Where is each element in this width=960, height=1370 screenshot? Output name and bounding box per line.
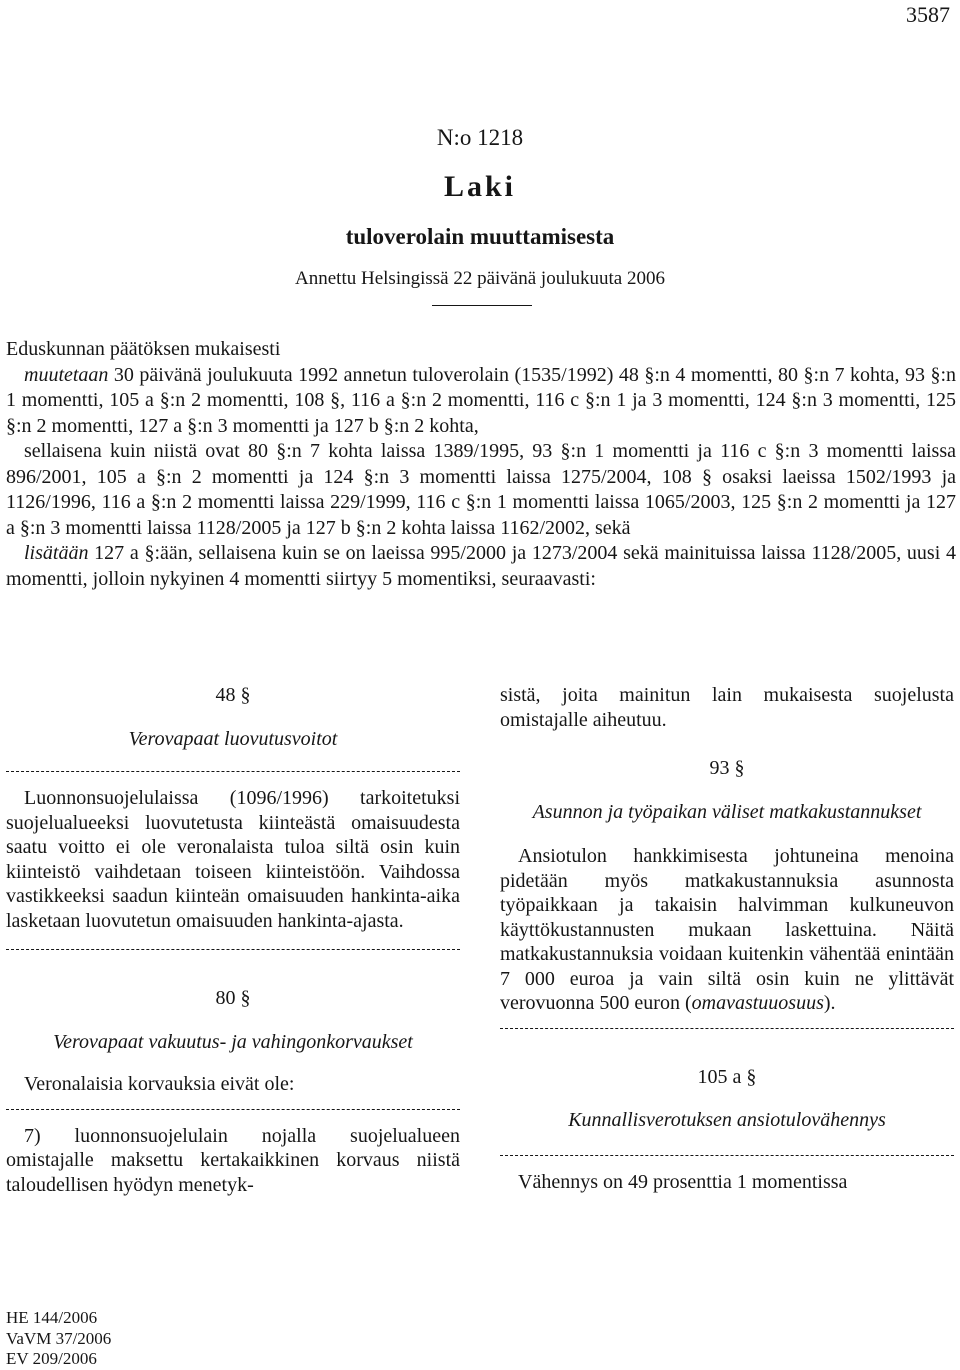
reference-committee-report: VaVM 37/2006 — [6, 1328, 112, 1348]
preamble-such: sellaisena kuin niistä ovat 80 §:n 7 kohta laissa 1389/1995, 93 §:n 1 momentti ja 116 c §:n 3 momentti laissa 896/2001, 105 a §:n 2 momentti ja 124 §:n 3 momentti laissa 1275/2004, 108 § osaksi laeissa 1502/1993 ja 1126/1996, 116 a §:n 2 momentti laissa 229/1999, 116 c §:n 1 momentti laissa 1065/2003, 125 §:n 2 momentti ja 127 a §:n 3 momentti laissa 1128/2005 ja 127 b §:n 2 kohta laissa 1162/2002, sekä — [6, 440, 956, 539]
omission-dashes — [6, 1109, 460, 1124]
preamble-amend — [6, 363, 956, 440]
given-at: Annettu Helsingissä 22 päivänä joulukuuta 2006 — [295, 268, 665, 289]
add-verb: lisätään — [24, 542, 89, 564]
preamble-add — [6, 541, 956, 592]
section-93-term: omavastuuosuus — [691, 992, 824, 1014]
omission-dashes — [500, 1028, 954, 1043]
section-93-text-end: ). — [823, 992, 836, 1014]
section-105a-text: Vähennys on 49 prosenttia 1 momentissa — [518, 1170, 848, 1193]
right-column — [500, 683, 954, 1194]
section-80-continued: sistä, joita mainitun lain mukaisesta suojelusta omistajalle aiheutuu. — [500, 684, 954, 731]
preamble — [6, 337, 956, 592]
law-subtitle: tuloverolain muuttamisesta — [345, 224, 615, 249]
omission-dashes — [6, 949, 460, 964]
omission-dashes — [500, 1155, 954, 1170]
section-80-title: Verovapaat vakuutus- ja vahingonkorvaukset — [53, 1030, 413, 1053]
reference-parliament-reply: EV 209/2006 — [6, 1349, 97, 1368]
legislative-references — [6, 1308, 111, 1370]
law-number: N:o 1218 — [436, 125, 524, 150]
section-80-intro: Veronalaisia korvauksia eivät ole: — [24, 1073, 295, 1095]
amend-verb: muutetaan — [24, 363, 109, 386]
preamble-intro: Eduskunnan päätöksen mukaisesti — [6, 338, 281, 360]
section-48-title: Verovapaat luovutusvoitot — [128, 727, 338, 750]
section-48-text: Luonnonsuojelulaissa (1096/1996) tarkoitetuksi suojelualueeksi luovutetusta kiinteästä omaisuudesta saatu voitto ei ole veronalaista tuloa siltä osin kuin kiinteistö vaihdetaan toiseen kiinteistöön. Vaihdossa vastikkeeksi saadun kiinteän omaisuuden hankinta-aika lasketaan luovutetun omaisuuden hankinta-ajasta. — [6, 787, 460, 932]
section-48-number: 48 § — [215, 684, 251, 706]
section-80-number: 80 § — [215, 987, 251, 1009]
section-93-text-main: Ansiotulon hankkimisesta johtuneina menoina pidetään myös matkakustannuksia asunnosta työpaikkaan ja takaisin halvimman kulkuneuvon käyttökustannusten mukaan laskettuina. Näitä matkakustannuksia voidaan kuitenkin vähentää enintään 7 000 euroa ja vain siltä osin kuin ne ylittävät verovuonna 500 euron ( — [500, 845, 954, 1014]
amend-text: 30 päivänä joulukuuta 1992 annetun tuloverolain (1535/1992) 48 §:n 4 momentti, 80 §:n 7 kohta, 93 §:n 1 momentti, 105 a §:n 2 momentti, 108 §, 116 a §:n 2 momentti, 116 c §:n 1 ja 3 momentti, 124 §:n 3 momentti, 125 §:n 2 momentti, 127 a §:n 3 momentti ja 127 b §:n 2 kohta, — [6, 363, 956, 437]
add-text: 127 a §:ään, sellaisena kuin se on laeissa 995/2000 ja 1273/2004 sekä mainituissa laissa 1128/2005, uusi 4 momentti, jolloin nykyinen 4 momentti siirtyy 5 momentiksi, seuraavasti: — [6, 542, 956, 590]
title-divider — [432, 305, 532, 306]
section-93-number: 93 § — [709, 757, 745, 779]
reference-government-proposal: HE 144/2006 — [6, 1308, 98, 1327]
section-93-title: Asunnon ja työpaikan väliset matkakustannukset — [532, 800, 922, 823]
section-93-text — [500, 844, 954, 1016]
omission-dashes — [6, 771, 460, 786]
section-105a-title: Kunnallisverotuksen ansiotulovähennys — [568, 1109, 886, 1131]
left-column — [6, 683, 460, 1197]
section-80-item-7: 7) luonnonsuojelulain nojalla suojelualueen omistajalle maksettu kertakaikkinen korvaus niistä taloudellisen hyödyn menetyk- — [6, 1124, 460, 1196]
law-title: Laki — [443, 170, 517, 203]
section-105a-number: 105 a § — [697, 1065, 757, 1088]
page-number: 3587 — [906, 2, 950, 27]
